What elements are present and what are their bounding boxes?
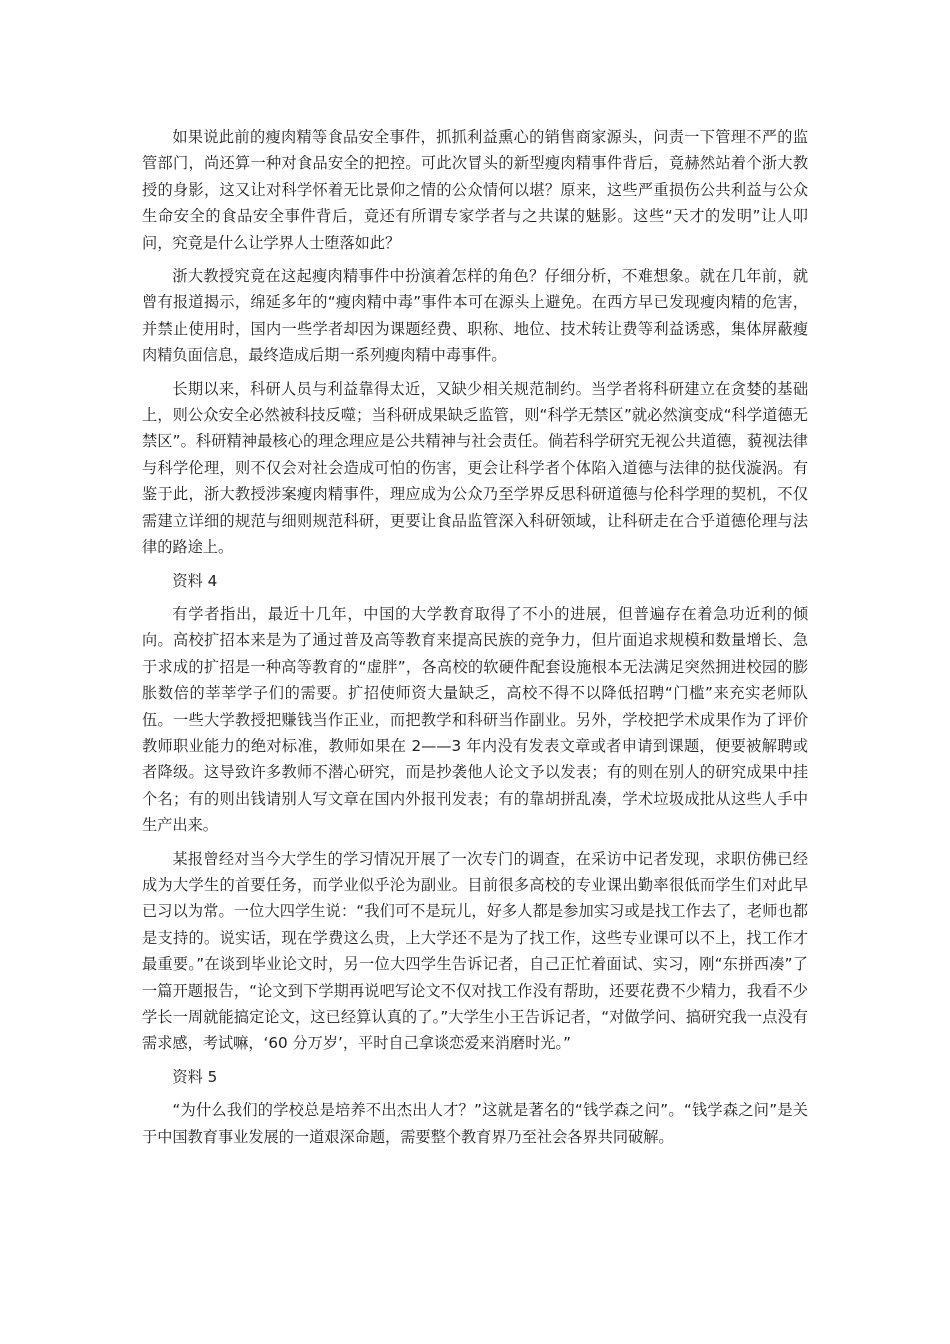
section-heading: 资料 5 bbox=[172, 1067, 218, 1086]
paragraph: 浙大教授究竟在这起瘦肉精事件中扮演着怎样的角色？仔细分析，不难想象。就在几年前，就曾有报道揭示，绵延多年的“瘦肉精中毒”事件本可在源头上避免。在西方早已发现瘦肉精的危害，并禁止使用时，国内一些学者却因为课题经费、职称、地位、技术转让费等利益诱惑，集体屏蔽瘦肉精负面信息，最终造成后期一系列瘦肉精中毒事件。 bbox=[142, 267, 808, 365]
paragraph: 某报曾经对当今大学生的学习情况开展了一次专门的调查，在采访中记者发现，求职仿佛已经成为大学生的首要任务，而学业似乎沦为副业。目前很多高校的专业课出勤率很低而学生们对此早已习以为常。一位大四学生说：“我们可不是玩儿，好多人都是参加实习或是找工作去了，老师也都是支持的。说实话，现在学费这么贵，上大学还不是为了找工作，这些专业课可以不上，找工作才最重要。”在谈到毕业论文时，另一位大四学生告诉记者，自己正忙着面试、实习，刚“东拼西凑”了一篇开题报告，“论文到下学期再说吧写论文不仅对找工作没有帮助，还要花费不少精力，我看不少学长一周就能搞定论文，这已经算认真的了。”大学生小王告诉记者，“对做学问、搞研究我一点没有需求感，考试嘛，‘60 分万岁’，平时自己拿谈恋爱来消磨时光。” bbox=[142, 849, 808, 1053]
paragraph: “为什么我们的学校总是培养不出杰出人才？”这就是著名的“钱学森之问”。“钱学森之问”是关于中国教育事业发展的一道艰深命题，需要整个教育界乃至社会各界共同破解。 bbox=[142, 1101, 808, 1146]
document-page bbox=[142, 124, 808, 1157]
paragraph: 长期以来，科研人员与利益靠得太近，又缺少相关规范制约。当学者将科研建立在贪婪的基础上，则公众安全必然被科技反噬；当科研成果缺乏监管，则“科学无禁区”就必然演变成“科学道德无禁区”。科研精神最核心的理念理应是公共精神与社会责任。倘若科学研究无视公共道德，藐视法律与科学伦理，则不仅会对社会造成可怕的伤害，更会让科学者个体陷入道德与法律的挞伐漩涡。有鉴于此，浙大教授涉案瘦肉精事件，理应成为公众乃至学界反思科研道德与伦科学理的契机，不仅需建立详细的规范与细则规范科研，更要让食品监管深入科研领域，让科研走在合乎道德伦理与法律的路途上。 bbox=[142, 379, 808, 557]
section-heading: 资料 4 bbox=[172, 571, 218, 590]
paragraph: 有学者指出，最近十几年，中国的大学教育取得了不小的进展，但普遍存在着急功近利的倾向。高校扩招本来是为了通过普及高等教育来提高民族的竞争力，但片面追求规模和数量增长、急于求成的扩招是一种高等教育的“虚胖”，各高校的软硬件配套设施根本无法满足突然拥进校园的膨胀数倍的莘莘学子们的需要。扩招使师资大量缺乏，高校不得不以降低招聘“门槛”来充实老师队伍。一些大学教授把赚钱当作正业，而把教学和科研当作副业。另外，学校把学术成果作为了评价教师职业能力的绝对标准，教师如果在 2——3 年内没有发表文章或者申请到课题，便要被解聘或者降级。这导致许多教师不潜心研究，而是抄袭他人论文予以发表；有的则在别人的研究成果中挂个名；有的则出钱请别人写文章在国内外报刊发表；有的靠胡拼乱凑，学术垃圾成批从这些人手中生产出来。 bbox=[142, 604, 808, 835]
paragraph: 如果说此前的瘦肉精等食品安全事件，抓抓利益熏心的销售商家源头，问责一下管理不严的监管部门，尚还算一种对食品安全的把控。可此次冒头的新型瘦肉精事件背后，竟赫然站着个浙大教授的身影，这又让对科学怀着无比景仰之情的公众情何以堪？原来，这些严重损伤公共利益与公众生命安全的食品安全事件背后，竟还有所谓专家学者与之共谋的魅影。这些“天才的发明”让人叩问，究竟是什么让学界人士堕落如此？ bbox=[142, 128, 808, 252]
